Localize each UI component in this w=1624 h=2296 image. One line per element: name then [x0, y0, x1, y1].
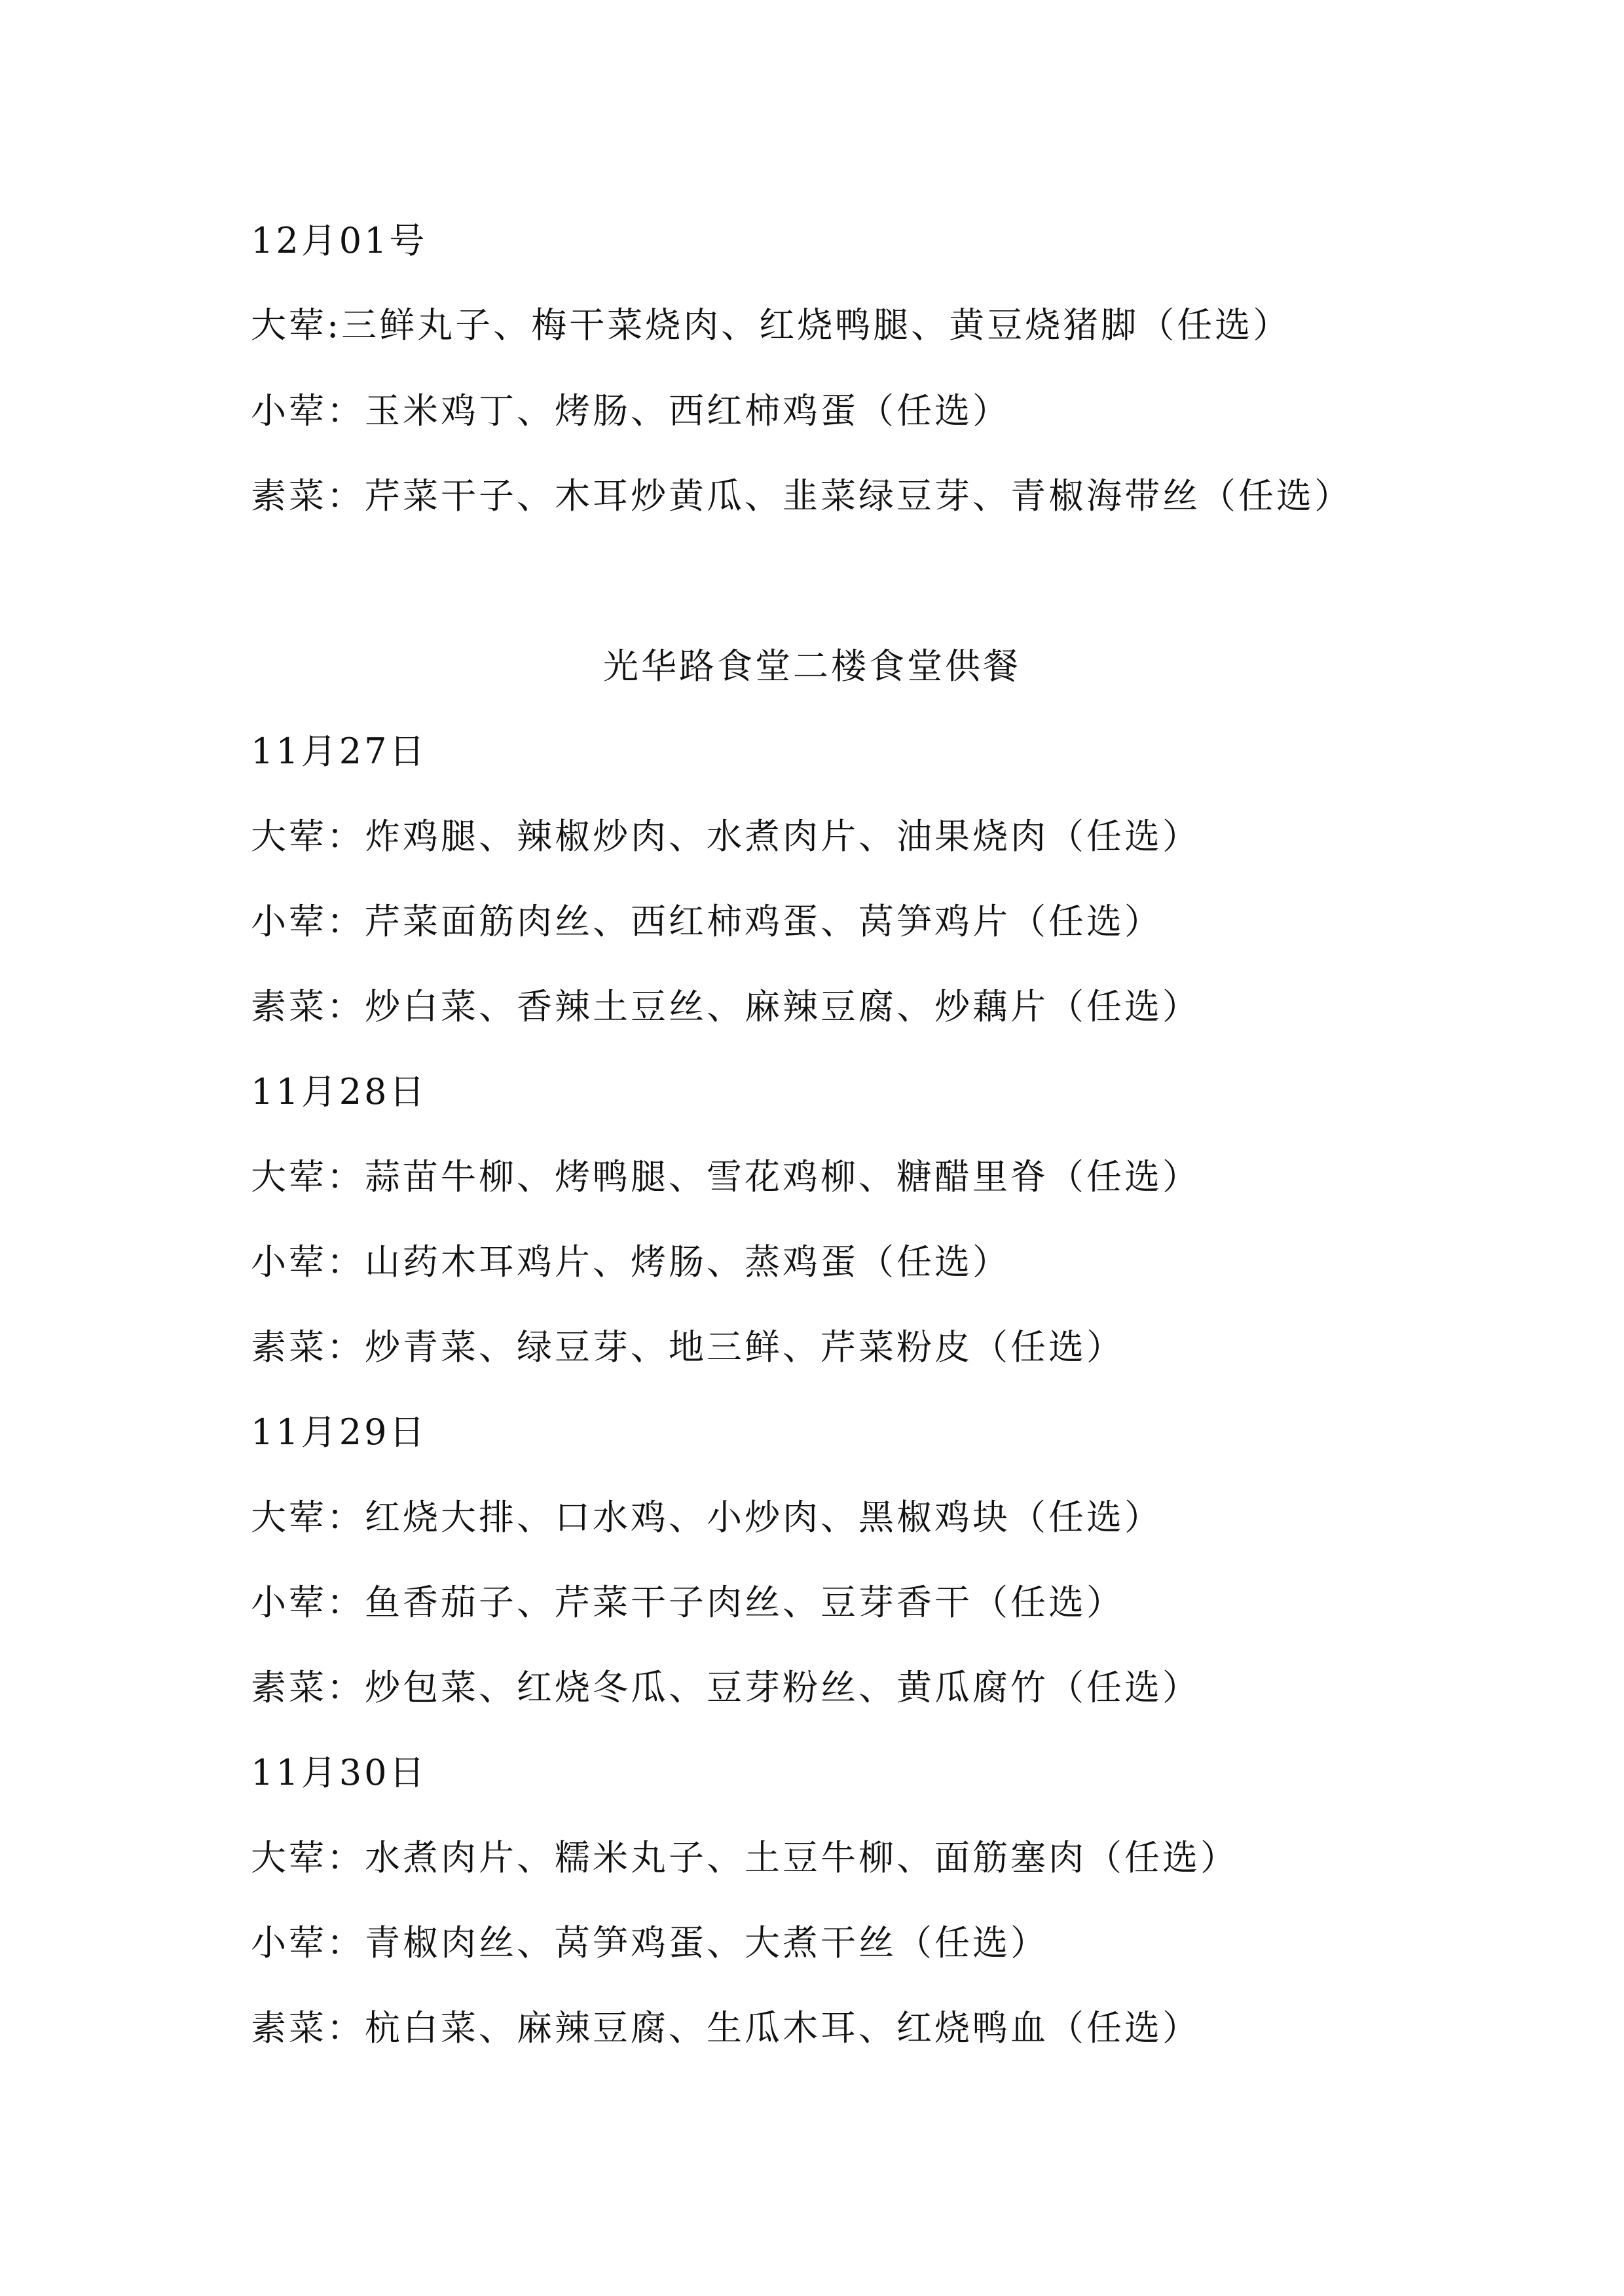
date-line: 11月27日	[251, 731, 428, 772]
big-dishes-line: 大荤：蒜苗牛柳、烤鸭腿、雪花鸡柳、糖醋里脊（任选）	[251, 1156, 1200, 1197]
small-dishes-line: 小荤：山药木耳鸡片、烤肠、蒸鸡蛋（任选）	[251, 1241, 1010, 1283]
veg-dishes-line: 素菜：炒包菜、红烧冬瓜、豆芽粉丝、黄瓜腐竹（任选）	[251, 1667, 1200, 1708]
big-dishes-line: 大荤：红烧大排、口水鸡、小炒肉、黑椒鸡块（任选）	[251, 1497, 1162, 1538]
small-dishes-line: 小荤：玉米鸡丁、烤肠、西红柿鸡蛋（任选）	[251, 390, 1010, 431]
big-dishes-line: 大荤:三鲜丸子、梅干菜烧肉、红烧鸭腿、黄豆烧猪脚（任选）	[251, 304, 1291, 346]
date-line: 11月28日	[251, 1071, 428, 1112]
date-line: 11月30日	[251, 1752, 428, 1793]
date-line: 11月29日	[251, 1412, 428, 1453]
small-dishes-line: 小荤：青椒肉丝、莴笋鸡蛋、大煮干丝（任选）	[251, 1922, 1048, 1963]
veg-dishes-line: 素菜：炒白菜、香辣土豆丝、麻辣豆腐、炒藕片（任选）	[251, 986, 1200, 1027]
small-dishes-line: 小荤：鱼香茄子、芹菜干子肉丝、豆芽香干（任选）	[251, 1582, 1124, 1623]
big-dishes-line: 大荤：炸鸡腿、辣椒炒肉、水煮肉片、油果烧肉（任选）	[251, 816, 1200, 857]
veg-dishes-line: 素菜：杭白菜、麻辣豆腐、生瓜木耳、红烧鸭血（任选）	[251, 2007, 1200, 2049]
veg-dishes-line: 素菜：炒青菜、绿豆芽、地三鲜、芹菜粉皮（任选）	[251, 1326, 1124, 1368]
section-title: 光华路食堂二楼食堂供餐	[603, 646, 1021, 687]
veg-dishes-line: 素菜：芹菜干子、木耳炒黄瓜、韭菜绿豆芽、青椒海带丝（任选）	[251, 475, 1352, 517]
big-dishes-line: 大荤：水煮肉片、糯米丸子、土豆牛柳、面筋塞肉（任选）	[251, 1837, 1238, 1878]
date-line: 12月01号	[251, 220, 428, 261]
small-dishes-line: 小荤：芹菜面筋肉丝、西红柿鸡蛋、莴笋鸡片（任选）	[251, 901, 1162, 942]
